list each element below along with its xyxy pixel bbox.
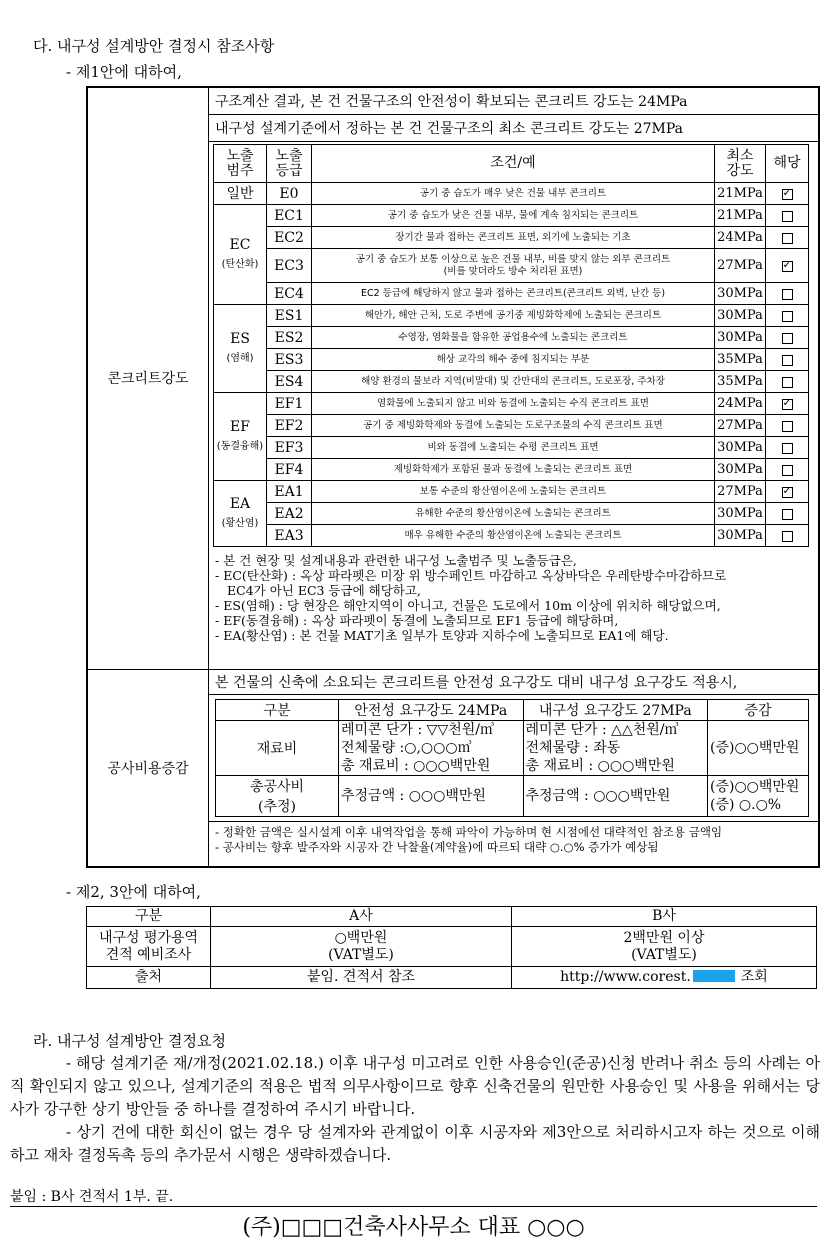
exposure-category: EC (탄산화) xyxy=(214,205,267,305)
exposure-row xyxy=(214,183,809,205)
exposure-row xyxy=(214,503,809,525)
min-strength: 21MPa xyxy=(715,183,766,205)
source-url[interactable]: http://www.corest. xyxy=(560,969,691,985)
note-line: - 본 건 현장 및 설계내용과 관련한 내구성 노출범주 및 노출등급은, xyxy=(215,553,577,568)
min-strength: 27MPa xyxy=(715,249,766,283)
exposure-condition: 제빙화학제가 포함된 물과 동결에 노출되는 콘크리트 표면 xyxy=(312,459,715,481)
checkbox-icon[interactable] xyxy=(782,509,793,520)
exposure-table xyxy=(213,144,809,547)
note-line: EC4가 아닌 EC3 등급에 해당하고, xyxy=(227,583,421,598)
checkbox-icon[interactable] xyxy=(782,333,793,344)
exposure-row xyxy=(214,371,809,393)
applies-cell xyxy=(766,327,809,349)
exposure-condition: 해양 환경의 물보라 지역(비말대) 및 간만대의 콘크리트, 도로포장, 주차장 xyxy=(312,371,715,393)
checkbox-icon[interactable] xyxy=(782,211,793,222)
cost-header: 구분 xyxy=(216,699,339,720)
applies-cell xyxy=(766,437,809,459)
cost-header: 증감 xyxy=(708,699,809,720)
exposure-row xyxy=(214,249,809,283)
comp-header-b: B사 xyxy=(512,907,817,927)
safety-strength-line: 구조계산 결과, 본 건 건물구조의 안전성이 확보되는 콘크리트 강도는 24MPa xyxy=(209,88,819,115)
exposure-condition: 공기 중 습도가 낮은 건물 내부, 물에 계속 침지되는 콘크리트 xyxy=(312,205,715,227)
exposure-category: EF (동결융해) xyxy=(214,393,267,481)
applies-cell xyxy=(766,305,809,327)
checkbox-icon[interactable] xyxy=(782,377,793,388)
cost-note-line: - 공사비는 향후 발주자와 시공자 간 낙찰율(계약율)에 따르되 대략 ○.○% 증가가 예상됨 xyxy=(215,839,659,854)
exposure-class: EC1 xyxy=(267,205,312,227)
exposure-class: EA1 xyxy=(267,481,312,503)
header-strength: 최소 강도 xyxy=(715,145,766,183)
min-strength: 35MPa xyxy=(715,371,766,393)
exposure-class: EF2 xyxy=(267,415,312,437)
signature: (주)□□□건축사사무소 대표 ○○○ xyxy=(242,1215,585,1240)
exposure-condition: 비와 동결에 노출되는 수평 콘크리트 표면 xyxy=(312,437,715,459)
plan23-heading: - 제2, 3안에 대하여, xyxy=(66,883,201,901)
comp-source-label: 출처 xyxy=(87,967,211,989)
exposure-class: EF4 xyxy=(267,459,312,481)
comp-source-a: 붙임. 견적서 참조 xyxy=(211,967,512,989)
exposure-row xyxy=(214,481,809,503)
footer-rule xyxy=(10,1206,817,1207)
checked-checkbox-icon[interactable] xyxy=(782,189,793,200)
checked-checkbox-icon[interactable] xyxy=(782,399,793,410)
exposure-category: EA (황산염) xyxy=(214,481,267,547)
exposure-class: EC2 xyxy=(267,227,312,249)
applies-cell xyxy=(766,459,809,481)
comparison-table xyxy=(86,906,817,989)
exposure-row xyxy=(214,437,809,459)
header-category: 노출 범주 xyxy=(214,145,267,183)
min-strength: 27MPa xyxy=(715,481,766,503)
min-strength: 30MPa xyxy=(715,327,766,349)
exposure-condition: 공기 중 제빙화학제와 동결에 노출되는 도로구조물의 수직 콘크리트 표면 xyxy=(312,415,715,437)
exposure-category: ES (염해) xyxy=(214,305,267,393)
min-strength: 30MPa xyxy=(715,283,766,305)
comp-source-b xyxy=(512,967,817,989)
cost-section xyxy=(209,669,819,866)
exposure-row xyxy=(214,205,809,227)
min-strength: 24MPa xyxy=(715,393,766,415)
min-strength: 30MPa xyxy=(715,459,766,481)
applies-cell xyxy=(766,525,809,547)
safety-cost: 추정금액 : ○○○백만원 xyxy=(339,775,524,816)
applies-cell xyxy=(766,349,809,371)
exposure-class: ES2 xyxy=(267,327,312,349)
min-strength: 30MPa xyxy=(715,525,766,547)
source-suffix: 조회 xyxy=(740,969,768,985)
exposure-category: 일반 xyxy=(214,183,267,205)
cost-header: 안전성 요구강도 24MPa xyxy=(339,699,524,720)
section-ra-title: 라. 내구성 설계방안 결정요청 xyxy=(33,1032,226,1050)
applies-cell xyxy=(766,205,809,227)
request-paragraph-1: - 해당 설계기준 재/개정(2021.02.18.) 이후 내구성 미고려로 인한 사용승인(준공)신청 반려나 취소 등의 사례는 아직 확인되지 않고 있으나, 설계기준의 적용은 법적 의무사항이므로 향후 신축건물의 원만한 사용승인 및 사용을 위해서는 당사가 강구한 상기 방안들 중 하나를 결정하여 주시기 바랍니다. xyxy=(10,1054,820,1118)
checkbox-icon[interactable] xyxy=(782,421,793,432)
exposure-class: EA3 xyxy=(267,525,312,547)
header-condition: 조건/예 xyxy=(312,145,715,183)
min-strength: 27MPa xyxy=(715,415,766,437)
request-paragraph-2: - 상기 건에 대한 회신이 없는 경우 당 설계자와 관계없이 이후 시공자와 제3안으로 처리하시고자 하는 것으로 이해하고 재차 결정독촉 등의 추가문서 시행은 생략하겠습니다. xyxy=(10,1123,820,1164)
plan1-table xyxy=(86,86,820,868)
applies-cell xyxy=(766,371,809,393)
exposure-row xyxy=(214,305,809,327)
exposure-condition: 공기 중 습도가 보통 이상으로 높은 건물 내부, 비를 맞지 않는 외부 콘크리트 (비를 맞더라도 방수 처리된 표면) xyxy=(312,249,715,283)
attachment-line: 붙임 : B사 견적서 1부. 끝. xyxy=(10,1189,174,1205)
note-line: - EA(황산염) : 본 건물 MAT기초 일부가 토양과 지하수에 노출되므로 EA1에 해당. xyxy=(215,628,669,643)
cost-row xyxy=(216,720,809,775)
plan1-heading: - 제1안에 대하여, xyxy=(66,63,182,81)
note-line: - ES(염해) : 당 현장은 해안지역이 아니고, 건물은 도로에서 10m 이상에 위치하 해당없으며, xyxy=(215,598,721,613)
exposure-row xyxy=(214,227,809,249)
checkbox-icon[interactable] xyxy=(782,443,793,454)
cost-diff: (증)○○백만원 (증) ○.○% xyxy=(708,775,809,816)
cost-row-label: 재료비 xyxy=(216,720,339,775)
exposure-condition: 공기 중 습도가 매우 낮은 건물 내부 콘크리트 xyxy=(312,183,715,205)
exposure-row xyxy=(214,459,809,481)
exposure-section xyxy=(209,142,819,670)
comp-header-label: 구분 xyxy=(87,907,211,927)
applies-cell xyxy=(766,503,809,525)
cost-row xyxy=(216,775,809,816)
exposure-notes xyxy=(209,549,818,647)
section-da-title: 다. 내구성 설계방안 결정시 참조사항 xyxy=(33,37,275,55)
exposure-condition: 보통 수준의 황산염이온에 노출되는 콘크리트 xyxy=(312,481,715,503)
checkbox-icon[interactable] xyxy=(782,233,793,244)
checkbox-icon[interactable] xyxy=(782,465,793,476)
min-strength: 35MPa xyxy=(715,349,766,371)
min-strength: 30MPa xyxy=(715,503,766,525)
exposure-row xyxy=(214,327,809,349)
min-strength: 21MPa xyxy=(715,205,766,227)
concrete-strength-label: 콘크리트강도 xyxy=(88,88,209,670)
checked-checkbox-icon[interactable] xyxy=(782,261,793,272)
checkbox-icon[interactable] xyxy=(782,531,793,542)
cost-row-label: 총공사비 (추정) xyxy=(216,775,339,816)
exposure-condition: 유해한 수준의 황산염이온에 노출되는 콘크리트 xyxy=(312,503,715,525)
exposure-class: EF1 xyxy=(267,393,312,415)
applies-cell xyxy=(766,183,809,205)
note-line: - EC(탄산화) : 옥상 파라펫은 미장 위 방수페인트 마감하고 옥상바닥은 우레탄방수마감하므로 xyxy=(215,568,727,583)
exposure-class: ES3 xyxy=(267,349,312,371)
cost-change-label: 공사비용증감 xyxy=(88,669,209,866)
exposure-class: EC3 xyxy=(267,249,312,283)
exposure-class: E0 xyxy=(267,183,312,205)
min-strength: 30MPa xyxy=(715,305,766,327)
min-strength: 24MPa xyxy=(715,227,766,249)
checkbox-icon[interactable] xyxy=(782,355,793,366)
exposure-class: EC4 xyxy=(267,283,312,305)
header-applies: 해당 xyxy=(766,145,809,183)
cost-header: 내구성 요구강도 27MPa xyxy=(523,699,708,720)
exposure-class: EA2 xyxy=(267,503,312,525)
cost-note-line: - 정확한 금액은 실시설계 이후 내역작업을 통해 파악이 가능하며 현 시점에선 대략적인 참조용 금액임 xyxy=(215,824,723,839)
durability-cost: 추정금액 : ○○○백만원 xyxy=(523,775,708,816)
exposure-class: ES1 xyxy=(267,305,312,327)
applies-cell xyxy=(766,227,809,249)
exposure-condition: 해상 교각의 해수 중에 침지되는 부분 xyxy=(312,349,715,371)
applies-cell xyxy=(766,249,809,283)
checkbox-icon[interactable] xyxy=(782,311,793,322)
exposure-condition: EC2 등급에 해당하지 않고 물과 접하는 콘크리트(콘크리트 외벽, 난간 등) xyxy=(312,283,715,305)
exposure-row xyxy=(214,415,809,437)
durability-strength-line: 내구성 설계기준에서 정하는 본 건 건물구조의 최소 콘크리트 강도는 27MPa xyxy=(209,115,819,142)
cost-diff: (증)○○백만원 xyxy=(708,720,809,775)
cost-notes xyxy=(209,821,818,858)
cost-intro: 본 건물의 신축에 소요되는 콘크리트를 안전성 요구강도 대비 내구성 요구강도 적용시, xyxy=(209,670,818,695)
comp-row-a: ○백만원 (VAT별도) xyxy=(211,927,512,967)
checked-checkbox-icon[interactable] xyxy=(782,487,793,498)
comp-row-b: 2백만원 이상 (VAT별도) xyxy=(512,927,817,967)
applies-cell xyxy=(766,393,809,415)
min-strength: 30MPa xyxy=(715,437,766,459)
exposure-row xyxy=(214,283,809,305)
comp-row-label: 내구성 평가용역 견적 예비조사 xyxy=(87,927,211,967)
comp-header-a: A사 xyxy=(211,907,512,927)
applies-cell xyxy=(766,481,809,503)
durability-cost: 레미콘 단가 : △△천원/㎥ 전체물량 : 좌동 총 재료비 : ○○○백만원 xyxy=(523,720,708,775)
applies-cell xyxy=(766,283,809,305)
note-line: - EF(동결융해) : 옥상 파라펫이 동결에 노출되므로 EF1 등급에 해당하며, xyxy=(215,613,619,628)
checkbox-icon[interactable] xyxy=(782,289,793,300)
cost-table xyxy=(215,699,809,817)
exposure-condition: 매우 유해한 수준의 황산염이온에 노출되는 콘크리트 xyxy=(312,525,715,547)
exposure-class: EF3 xyxy=(267,437,312,459)
redaction-block xyxy=(693,970,735,982)
exposure-condition: 수영장, 염화물을 함유한 공업용수에 노출되는 콘크리트 xyxy=(312,327,715,349)
exposure-condition: 장기간 물과 접하는 콘크리트 표면, 외기에 노출되는 기초 xyxy=(312,227,715,249)
exposure-row xyxy=(214,393,809,415)
exposure-condition: 해안가, 해안 근처, 도로 주변에 공기중 제빙화학제에 노출되는 콘크리트 xyxy=(312,305,715,327)
exposure-condition: 염화물에 노출되지 않고 비와 동결에 노출되는 수직 콘크리트 표면 xyxy=(312,393,715,415)
safety-cost: 레미콘 단가 : ▽▽천원/㎥ 전체물량 :○,○○○㎥ 총 재료비 : ○○○백만원 xyxy=(339,720,524,775)
header-class: 노출 등급 xyxy=(267,145,312,183)
applies-cell xyxy=(766,415,809,437)
exposure-row xyxy=(214,525,809,547)
exposure-class: ES4 xyxy=(267,371,312,393)
exposure-row xyxy=(214,349,809,371)
